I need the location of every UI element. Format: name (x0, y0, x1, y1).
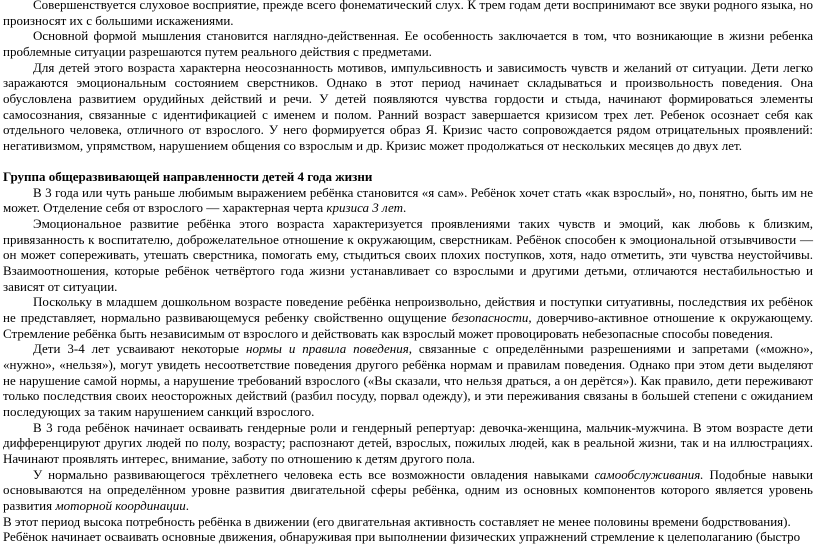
paragraph-selfcare: У нормально развивающегося трёхлетнего человека есть все возможности овладения навыками самообслуживания. Подобные навыки основываются на определённом уровне развития двигательной сферы ребёнка, одним из основных компонентов которого является уровень развития моторной координации. (3, 466, 813, 513)
paragraph-hearing: Совершенствуется слуховое восприятие, прежде всего фонематический слух. К трем годам дети воспринимают все звуки родного языка, но произносят их с большими искажениями. (3, 0, 813, 28)
paragraph-safety: Поскольку в младшем дошкольном возрасте поведение ребёнка непроизвольно, действия и поступки ситуативны, последствия их ребёнок не представляет, нормально развивающемуся ребенку свойственно ощущение безопасности, доверчиво-активное отношение к окружающему. Стремление ребёнка быть независимым от взрослого и действовать как взрослый может провоцировать небезопасные способы поведения. (3, 294, 813, 341)
paragraph-motives: Для детей этого возраста характерна неосознанность мотивов, импульсивность и зависимость чувств и желаний от ситуации. Дети легко заражаются эмоциональным состоянием сверстников. Однако в этот период начинает складываться и произвольность поведения. Она обусловлена развитием орудийных действий и речи. У детей появляются чувства гордости и стыда, начинают формироваться элементы самосознания, связанные с идентификацией с именем и полом. Ранний возраст завершается кризисом трех лет. Ребенок осознает себя как отдельного человека, отличного от взрослого. У него формируется образ Я. Кризис часто сопровождается рядом отрицательных проявлений: негативизмом, упрямством, нарушением общения со взрослым и др. Кризис может продолжаться от нескольких месяцев до двух лет. (3, 59, 813, 153)
paragraph-norms: Дети 3-4 лет усваивают некоторые нормы и правила поведения, связанные с определёнными разрешениями и запретами («можно», «нужно», «нельзя»), могут увидеть несоответствие поведения другого ребёнка нормам и правилам поведения. Однако при этом дети выделяют не нарушение самой нормы, а нарушение требований взрослого («Вы сказали, что нельзя драться, а он дерётся»). Как правило, дети переживают только последствия своих неосторожных действий (разбил посуду, порвал одежду), и эти переживания связаны в большей степени с ожиданием последующих за таким нарушением санкций взрослого. (3, 341, 813, 419)
paragraph-emotional: Эмоциональное развитие ребёнка этого возраста характеризуется проявлениями таких чувств и эмоций, как любовь к близким, привязанность к воспитателю, доброжелательное отношение к окружающим, сверстникам. Ребёнок способен к эмоциональной отзывчивости — он может сопереживать, утешать сверстника, помогать ему, стыдиться своих плохих поступков, хотя, надо отметить, эти чувства неустойчивы. Взаимоотношения, которые ребёнок четвёртого года жизни устанавливает со взрослыми и другими детьми, отличаются нестабильностью и зависят от ситуации. (3, 216, 813, 294)
section-heading: Группа общеразвивающей направленности детей 4 года жизни (3, 169, 373, 185)
paragraph-crisis: В 3 года или чуть раньше любимым выражением ребёнка становится «я сам». Ребёнок хочет стать «как взрослый», но, понятно, быть им не может. Отделение себя от взрослого — характерная черта кризиса 3 лет. (3, 184, 813, 216)
paragraph-gender: В 3 года ребёнок начинает осваивать гендерные роли и гендерный репертуар: девочка-женщина, мальчик-мужчина. В этом возрасте дети дифференцируют других людей по полу, возрасту; распознают детей, взрослых, пожилых людей, как в реальной жизни, так и на иллюстрациях. Начинают проявлять интерес, внимание, заботу по отношению к детям другого пола. (3, 419, 813, 466)
paragraph-basic-movements: Ребёнок начинает осваивать основные движения, обнаруживая при выполнении физических упражнений стремление к целеполаганию (быстро (3, 529, 801, 545)
paragraph-movement-need: В этот период высока потребность ребёнка в движении (его двигательная активность составляет не менее половины времени бодрствования). (3, 513, 791, 529)
paragraph-thinking: Основной формой мышления становится наглядно-действенная. Ее особенность заключается в том, что возникающие в жизни ребенка проблемные ситуации разрешаются путем реального действия с предметами. (3, 28, 813, 59)
